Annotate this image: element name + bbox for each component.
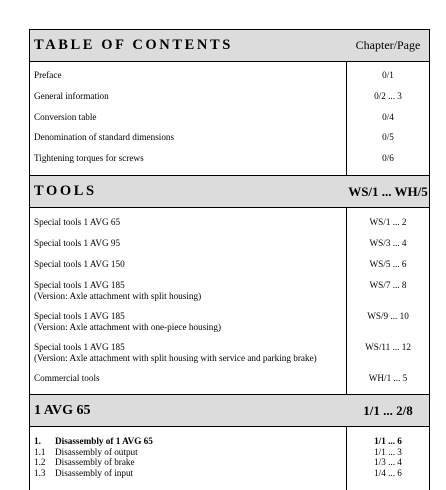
section-number: 1.2 bbox=[34, 457, 46, 467]
tools-row-subtitle: (Version: Axle attachment with one-piece housing) bbox=[34, 322, 222, 332]
toc-page bbox=[29, 29, 430, 490]
chapter-page: 1/1 ... 6 bbox=[374, 436, 402, 446]
section-title: Disassembly of output bbox=[55, 446, 138, 457]
toc-row-page: 0/1 bbox=[382, 70, 394, 80]
tools-header bbox=[30, 175, 429, 208]
tools-row-subtitle: (Version: Axle attachment with split housing) bbox=[34, 291, 202, 301]
toc-header bbox=[30, 30, 429, 62]
tools-title: TOOLS bbox=[34, 183, 97, 199]
toc-row-label: Preface bbox=[34, 70, 62, 80]
tools-row-label: Special tools 1 AVG 185 bbox=[34, 342, 125, 352]
section-number: 1.3 bbox=[34, 467, 46, 478]
toc-row-label: Conversion table bbox=[34, 112, 97, 122]
avg65-title: 1 AVG 65 bbox=[34, 402, 91, 418]
section-page: 1/4 ... 6 bbox=[374, 467, 402, 478]
toc-row-page: 0/2 ... 3 bbox=[374, 91, 402, 101]
toc-row-label: General information bbox=[34, 91, 109, 101]
tools-row-text bbox=[34, 280, 342, 302]
tools-row-page: WS/5 ... 6 bbox=[369, 259, 407, 269]
tools-row-label: Special tools 1 AVG 150 bbox=[34, 259, 125, 269]
tools-row-page: WS/7 ... 8 bbox=[369, 280, 407, 290]
chapter-title: Disassembly of 1 AVG 65 bbox=[55, 436, 153, 446]
section-title: Disassembly of brake bbox=[55, 457, 135, 467]
chapter-number: 1. bbox=[34, 436, 41, 446]
toc-row-label: Denomination of standard dimensions bbox=[34, 132, 175, 142]
tools-row-label: Special tools 1 AVG 65 bbox=[34, 217, 121, 227]
avg65-page-range: 1/1 ... 2/8 bbox=[363, 402, 413, 418]
tools-row-page: WS/1 ... 2 bbox=[369, 217, 407, 227]
toc-row-page: 0/5 bbox=[382, 132, 394, 142]
toc-row-label: Tightening torques for screws bbox=[34, 153, 144, 163]
tools-row-page: WS/11 ... 12 bbox=[365, 342, 411, 352]
tools-row-text bbox=[34, 342, 342, 364]
tools-row-subtitle: (Version: Axle attachment with split housing with service and parking brake) bbox=[34, 353, 317, 363]
section-page: 1/1 ... 3 bbox=[374, 446, 402, 457]
tools-row-label: Special tools 1 AVG 95 bbox=[34, 238, 121, 248]
tools-row-label: Special tools 1 AVG 185 bbox=[34, 311, 125, 321]
tools-row-text bbox=[34, 311, 342, 333]
section-number: 1.1 bbox=[34, 446, 46, 457]
section-page: 1/3 ... 4 bbox=[374, 457, 402, 467]
tools-row-label: Commercial tools bbox=[34, 373, 100, 383]
toc-title: TABLE OF CONTENTS bbox=[34, 37, 233, 53]
tools-row-label: Special tools 1 AVG 185 bbox=[34, 280, 125, 290]
chapter-page-column-header: Chapter/Page bbox=[355, 38, 421, 52]
section-title: Disassembly of input bbox=[55, 467, 134, 478]
toc-row-page: 0/6 bbox=[382, 153, 394, 163]
avg65-header bbox=[30, 394, 429, 427]
tools-row-page: WS/3 ... 4 bbox=[369, 238, 407, 248]
toc-row-page: 0/4 bbox=[382, 112, 394, 122]
tools-row-page: WH/1 ... 5 bbox=[368, 373, 408, 383]
tools-page-range: WS/1 ... WH/5 bbox=[348, 183, 428, 199]
tools-row-page: WS/9 ... 10 bbox=[367, 311, 409, 321]
